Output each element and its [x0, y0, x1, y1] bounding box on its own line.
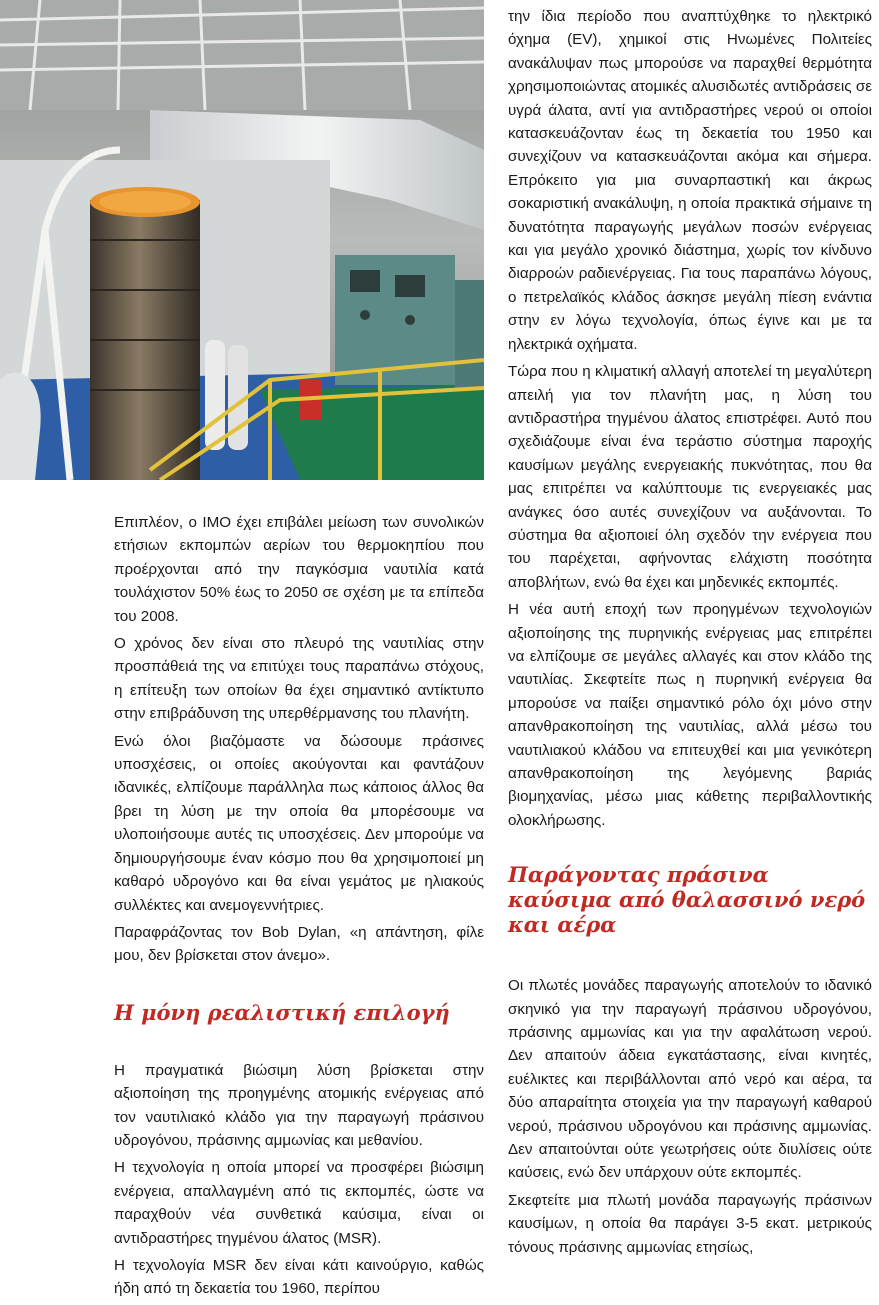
- paragraph: Τώρα που η κλιματική αλλαγή αποτελεί τη μεγαλύτερη απειλή για τον πλανήτη μας, η λύση του αντιδραστήρα τηγμένου άλατος επιστρέφει. Αυτό που σχεδιάζουμε είναι ένα τεράστιο σύστημα παροχής καυσίμων μεγάλης ενεργειακής πυκνότητας, που θα μας επιτρέπει να καλύπτουμε τις ενεργειακές μας ανάγκες όσο αυτές συνεχίζουν να αυξάνονται. Το σύστημα θα αξιοποιεί όλη σχεδόν την ενέργεια που του παρέχεται, αφήνοντας ελάχιστη ποσότητα αποβλήτων, ενώ θα έχει και μηδενικές εκπομπές.: [508, 363, 872, 591]
- paragraph: Ο χρόνος δεν είναι στο πλευρό της ναυτιλίας στην προσπάθειά της να επιτύχει τους παραπάνω στόχους, η επίτευξη των οποίων θα έχει σημαντικό αντίκτυπο στην επιβράδυνση της υπερθέρμανσης του πλανήτη.: [114, 635, 484, 723]
- section-heading: Παράγοντας πράσινα καύσιμα από θαλασσινό νερό και αέρα: [508, 862, 866, 938]
- paragraph: Ενώ όλοι βιαζόμαστε να δώσουμε πράσινες υποσχέσεις, οι οποίες ακούγονται και φαντάζουν ιδανικές, ελπίζουμε παράλληλα πως κάποιος άλλος θα βρει τη λύση με την οποία θα μπορέσουμε να υλοποιήσουμε αυτές τις υποσχέσεις. Δεν μπορούμε να δημιουργήσουμε έναν κόσμο που θα χρησιμοποιεί μη καθαρό υδρογόνο και θα είναι γεμάτος με ηλιακούς συλλέκτες και ανεμογεννήτριες.: [114, 732, 484, 914]
- paragraph: Παραφράζοντας τον Bob Dylan, «η απάντηση, φίλε μου, δεν βρίσκεται στον άνεμο».: [114, 923, 484, 965]
- paragraph: την ίδια περίοδο που αναπτύχθηκε το ηλεκτρικό όχημα (EV), χημικοί στις Ηνωμένες Πολιτείες ανακάλυψαν πως μπορούσε να παραχθεί θερμότητα χρησιμοποιώντας ατομικές αλυσιδωτές αντιδράσεις σε υγρά άλατα, αντί για αντιδραστήρες νερού οι οποίοι κατασκευάζονταν έως τη δεκαετία του 1950 και συνεχίζουν να κατασκευάζονται ακόμα και σήμερα. Επρόκειτο για μια συναρπαστική και άκρως σοκαριστική ανακάλυψη, η οποία πρακτικά σήμαινε τη δυνατότητα παραγωγής μεγάλων ποσών ενέργειας και για μεγάλο χρονικό διάστημα, χωρίς τον κίνδυνο διαρροών ραδιενέργειας. Για τους παραπάνω λόγους, ο πετρελαϊκός κλάδος άσκησε μεγάλη πίεση ενάντια στην εν λόγω τεχνολογία, όπως έγινε και με τα ηλεκτρικά οχήματα.: [508, 8, 872, 353]
- right-column: [508, 5, 872, 1263]
- section-heading: Η μόνη ρεαλιστική επιλογή: [114, 999, 450, 1025]
- paragraph: Επιπλέον, ο IMO έχει επιβάλει μείωση των συνολικών ετήσιων εκπομπών αερίων του θερμοκηπίου που προέρχονται από την παγκόσμια ναυτιλία κατά τουλάχιστον 50% έως το 2050 σε σχέση με τα επίπεδα του 2008.: [114, 514, 484, 625]
- paragraph: Η τεχνολογία MSR δεν είναι κάτι καινούργιο, καθώς ήδη από τη δεκαετία του 1960, περίπου: [114, 1256, 484, 1298]
- paragraph: Η νέα αυτή εποχή των προηγμένων τεχνολογιών αξιοποίησης της πυρηνικής ενέργειας μας επιτρέπει να ελπίζουμε σε μεγάλες αλλαγές και στον κλάδο της ναυτιλίας. Σκεφτείτε πως η πυρηνική ενέργεια θα μπορούσε να παίξει σημαντικό ρόλο όχι μόνο στην απανθρακοποίηση της ναυτιλίας, αλλά μέσω του ναυτιλιακού κλάδου να επιτευχθεί και μια γενικότερη απανθρακοποίηση της λεγόμενης βαριάς βιομηχανίας, μέσω μιας κάθετης περιβαλλοντικής ολοκλήρωσης.: [508, 601, 872, 829]
- paragraph: Η πραγματικά βιώσιμη λύση βρίσκεται στην αξιοποίηση της προηγμένης ατομικής ενέργειας από τον ναυτιλιακό κλάδο για την παραγωγή πράσινου υδρογόνου, πράσινης αμμωνίας και μεθανίου.: [114, 1061, 484, 1149]
- paragraph: Η τεχνολογία η οποία μπορεί να προσφέρει βιώσιμη ενέργεια, απαλλαγμένη από τις εκπομπές, ώστε να παραχθούν νέα συνθετικά καύσιμα, είναι οι αντιδραστήρες τηγμένου άλατος (MSR).: [114, 1159, 484, 1247]
- engine-room-photo: [0, 0, 484, 480]
- paragraph: Οι πλωτές μονάδες παραγωγής αποτελούν το ιδανικό σκηνικό για την παραγωγή πράσινου υδρογόνου, πράσινης αμμωνίας και για την αφαλάτωση νερού. Δεν απαιτούν άδεια εγκατάστασης, είναι κινητές, ευέλικτες και περιβάλλονται από νερό και αέρα, τα δύο απαραίτητα στοιχεία για την παραγωγή καθαρού νερού, πράσινου υδρογόνου και πράσινης αμμωνίας. Δεν απαιτούνται ούτε γεωτρήσεις ούτε διυλίσεις ούτε καύσεις, ενώ δεν υπάρχουν ούτε εκπομπές.: [508, 977, 872, 1182]
- paragraph: Σκεφτείτε μια πλωτή μονάδα παραγωγής πράσινων καυσίμων, η οποία θα παράγει 3-5 εκατ. μετρικούς τόνους πράσινης αμμωνίας ετησίως,: [508, 1191, 872, 1256]
- left-column: [114, 511, 484, 1305]
